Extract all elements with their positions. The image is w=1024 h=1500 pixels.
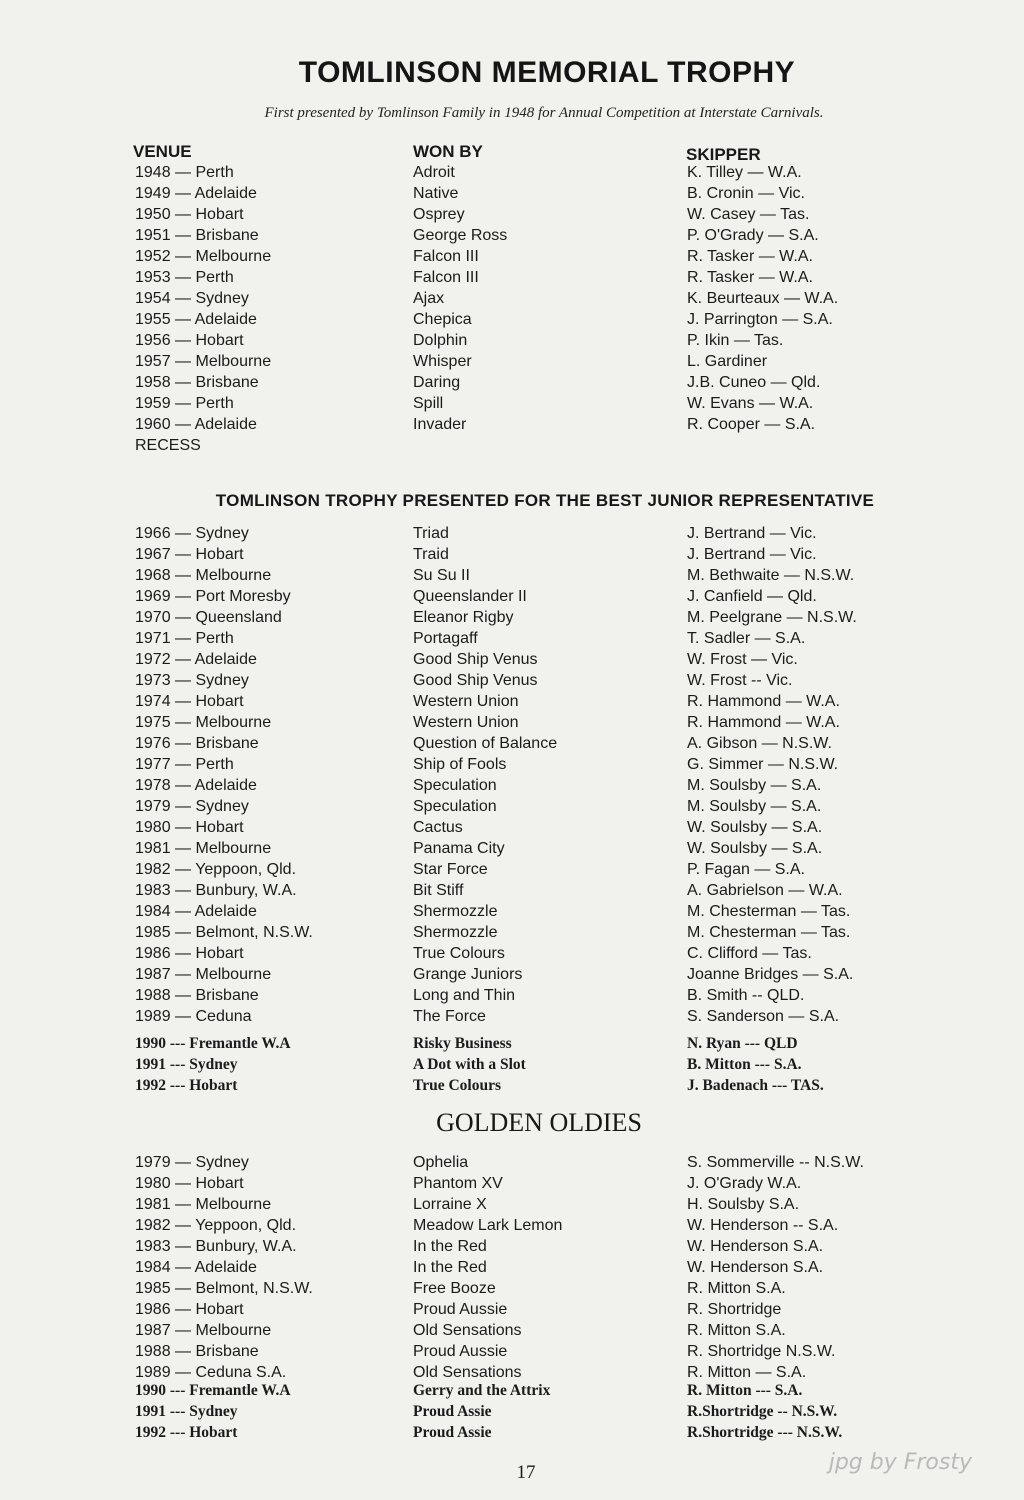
table-row — [0, 670, 1024, 691]
table-row — [0, 607, 1024, 628]
skipper-cell: H. Soulsby S.A. — [687, 1196, 800, 1213]
table-row — [0, 586, 1024, 607]
skipper-cell: K. Tilley — W.A. — [687, 164, 802, 181]
table-row — [0, 712, 1024, 733]
venue-cell: 1989 — Ceduna — [135, 1008, 252, 1025]
skipper-cell: T. Sadler — S.A. — [687, 630, 806, 647]
venue-cell: 1956 — Hobart — [135, 332, 244, 349]
table-row — [0, 901, 1024, 922]
table-row — [0, 733, 1024, 754]
recess-label: RECESS — [135, 437, 201, 454]
venue-cell: 1949 — Adelaide — [135, 185, 257, 202]
skipper-cell: R. Mitton S.A. — [687, 1322, 786, 1339]
table-row — [0, 754, 1024, 775]
watermark: jpg by Frosty — [828, 1450, 972, 1475]
skipper-cell: L. Gardiner — [687, 353, 768, 370]
skipper-cell: M. Peelgrane — N.S.W. — [687, 609, 857, 626]
skipper-cell: W. Soulsby — S.A. — [687, 819, 823, 836]
won-by-cell: Falcon III — [413, 248, 479, 265]
skipper-cell: R. Cooper — S.A. — [687, 416, 816, 433]
venue-cell: 1952 — Melbourne — [135, 248, 272, 265]
memorial-table — [0, 162, 1024, 435]
venue-cell: 1983 — Bunbury, W.A. — [135, 1238, 297, 1255]
skipper-cell: W. Frost — Vic. — [687, 651, 798, 668]
won-by-cell: In the Red — [413, 1238, 487, 1255]
skipper-cell: B. Cronin — Vic. — [687, 185, 805, 202]
venue-cell: 1953 — Perth — [135, 269, 234, 286]
table-row — [0, 1257, 1024, 1278]
skipper-cell: R. Mitton --- S.A. — [687, 1382, 803, 1399]
golden-oldies-title: GOLDEN OLDIES — [436, 1108, 642, 1137]
venue-cell: 1985 — Belmont, N.S.W. — [135, 1280, 313, 1297]
venue-cell: 1980 — Hobart — [135, 1175, 244, 1192]
won-by-cell: Triad — [413, 525, 449, 542]
won-by-cell: Dolphin — [413, 332, 468, 349]
table-row — [0, 880, 1024, 901]
skipper-cell: J. Badenach --- TAS. — [687, 1077, 824, 1094]
table-row — [0, 1152, 1024, 1173]
won-by-cell: Phantom XV — [413, 1175, 503, 1192]
skipper-cell: W. Frost -- Vic. — [687, 672, 793, 689]
venue-cell: 1988 — Brisbane — [135, 1343, 259, 1360]
header-won-by: WON BY — [413, 142, 483, 161]
table-row — [0, 943, 1024, 964]
table-row — [0, 330, 1024, 351]
won-by-cell: Spill — [413, 395, 444, 412]
table-row — [0, 544, 1024, 565]
venue-cell: 1948 — Perth — [135, 164, 234, 181]
venue-cell: 1981 — Melbourne — [135, 840, 272, 857]
won-by-cell: Daring — [413, 374, 461, 391]
skipper-cell: G. Simmer — N.S.W. — [687, 756, 839, 773]
won-by-cell: Proud Assie — [413, 1403, 492, 1420]
won-by-cell: Cactus — [413, 819, 463, 836]
junior-section-title: TOMLINSON TROPHY PRESENTED FOR THE BEST JUNIOR REPRESENTATIVE — [215, 491, 875, 510]
skipper-cell: W. Soulsby — S.A. — [687, 840, 823, 857]
table-row — [0, 922, 1024, 943]
venue-cell: 1973 — Sydney — [135, 672, 249, 689]
junior-table-1990s — [0, 1033, 1024, 1096]
venue-cell: 1992 --- Hobart — [135, 1077, 238, 1094]
venue-cell: 1958 — Brisbane — [135, 374, 259, 391]
venue-cell: 1992 --- Hobart — [135, 1424, 238, 1441]
won-by-cell: Good Ship Venus — [413, 651, 538, 668]
table-row — [0, 1075, 1024, 1096]
skipper-cell: M. Bethwaite — N.S.W. — [687, 567, 855, 584]
table-row — [0, 1033, 1024, 1054]
table-row — [0, 628, 1024, 649]
won-by-cell: Panama City — [413, 840, 505, 857]
table-row — [0, 817, 1024, 838]
won-by-cell: Old Sensations — [413, 1322, 522, 1339]
table-row — [0, 565, 1024, 586]
skipper-cell: J. Parrington — S.A. — [687, 311, 833, 328]
table-row — [0, 1341, 1024, 1362]
won-by-cell: Shermozzle — [413, 924, 498, 941]
venue-cell: 1982 — Yeppoon, Qld. — [135, 861, 297, 878]
golden-oldies-table-1990s — [0, 1380, 1024, 1443]
venue-cell: 1986 — Hobart — [135, 945, 244, 962]
table-row — [0, 1299, 1024, 1320]
table-row — [0, 1401, 1024, 1422]
skipper-cell: R. Shortridge — [687, 1301, 782, 1318]
table-row — [0, 393, 1024, 414]
won-by-cell: Gerry and the Attrix — [413, 1382, 551, 1399]
skipper-cell: B. Smith -- QLD. — [687, 987, 805, 1004]
won-by-cell: Invader — [413, 416, 467, 433]
table-row — [0, 1215, 1024, 1236]
skipper-cell: W. Casey — Tas. — [687, 206, 810, 223]
table-row — [0, 1278, 1024, 1299]
venue-cell: 1982 — Yeppoon, Qld. — [135, 1217, 297, 1234]
won-by-cell: Queenslander II — [413, 588, 527, 605]
won-by-cell: A Dot with a Slot — [413, 1056, 526, 1073]
skipper-cell: J. Bertrand — Vic. — [687, 525, 817, 542]
won-by-cell: Risky Business — [413, 1035, 512, 1052]
skipper-cell: P. O'Grady — S.A. — [687, 227, 819, 244]
won-by-cell: Ophelia — [413, 1154, 469, 1171]
venue-cell: 1954 — Sydney — [135, 290, 249, 307]
skipper-cell: S. Sommerville -- N.S.W. — [687, 1154, 864, 1171]
venue-cell: 1980 — Hobart — [135, 819, 244, 836]
skipper-cell: R. Tasker — W.A. — [687, 248, 813, 265]
page-title: TOMLINSON MEMORIAL TROPHY — [298, 56, 796, 89]
table-row — [0, 964, 1024, 985]
won-by-cell: Star Force — [413, 861, 488, 878]
skipper-cell: R. Mitton — S.A. — [687, 1364, 807, 1381]
skipper-cell: R. Tasker — W.A. — [687, 269, 813, 286]
skipper-cell: R. Hammond — W.A. — [687, 693, 840, 710]
venue-cell: 1987 — Melbourne — [135, 966, 272, 983]
venue-cell: 1991 --- Sydney — [135, 1056, 238, 1073]
skipper-cell: Joanne Bridges — S.A. — [687, 966, 854, 983]
venue-cell: 1959 — Perth — [135, 395, 234, 412]
table-row — [0, 183, 1024, 204]
venue-cell: 1972 — Adelaide — [135, 651, 257, 668]
won-by-cell: Bit Stiff — [413, 882, 464, 899]
table-row — [0, 162, 1024, 183]
table-row — [0, 204, 1024, 225]
table-row — [0, 414, 1024, 435]
skipper-cell: W. Henderson S.A. — [687, 1238, 824, 1255]
venue-cell: 1977 — Perth — [135, 756, 234, 773]
skipper-cell: J. O'Grady W.A. — [687, 1175, 802, 1192]
won-by-cell: Ajax — [413, 290, 445, 307]
venue-cell: 1950 — Hobart — [135, 206, 244, 223]
table-row — [0, 1380, 1024, 1401]
subtitle: First presented by Tomlinson Family in 1948 for Annual Competition at Interstate Carnivals. — [264, 105, 824, 121]
skipper-cell: N. Ryan --- QLD — [687, 1035, 798, 1052]
won-by-cell: Western Union — [413, 714, 519, 731]
won-by-cell: Western Union — [413, 693, 519, 710]
venue-cell: 1985 — Belmont, N.S.W. — [135, 924, 313, 941]
skipper-cell: R.Shortridge --- N.S.W. — [687, 1424, 843, 1441]
skipper-cell: R. Shortridge N.S.W. — [687, 1343, 836, 1360]
won-by-cell: Native — [413, 185, 459, 202]
skipper-cell: K. Beurteaux — W.A. — [687, 290, 839, 307]
skipper-cell: A. Gabrielson — W.A. — [687, 882, 843, 899]
skipper-cell: P. Fagan — S.A. — [687, 861, 805, 878]
header-venue: VENUE — [133, 142, 192, 161]
venue-cell: 1951 — Brisbane — [135, 227, 259, 244]
table-row — [0, 267, 1024, 288]
won-by-cell: Speculation — [413, 798, 497, 815]
skipper-cell: P. Ikin — Tas. — [687, 332, 784, 349]
won-by-cell: Question of Balance — [413, 735, 558, 752]
table-row — [0, 838, 1024, 859]
skipper-cell: B. Mitton --- S.A. — [687, 1056, 802, 1073]
venue-cell: 1990 --- Fremantle W.A — [135, 1382, 291, 1399]
venue-cell: 1989 — Ceduna S.A. — [135, 1364, 287, 1381]
skipper-cell: W. Evans — W.A. — [687, 395, 814, 412]
table-row — [0, 691, 1024, 712]
won-by-cell: True Colours — [413, 945, 505, 962]
venue-cell: 1974 — Hobart — [135, 693, 244, 710]
venue-cell: 1984 — Adelaide — [135, 903, 257, 920]
won-by-cell: Falcon III — [413, 269, 479, 286]
won-by-cell: Shermozzle — [413, 903, 498, 920]
won-by-cell: Old Sensations — [413, 1364, 522, 1381]
skipper-cell: C. Clifford — Tas. — [687, 945, 812, 962]
header-skipper: SKIPPER — [686, 145, 761, 164]
table-row — [0, 649, 1024, 670]
skipper-cell: A. Gibson — N.S.W. — [687, 735, 832, 752]
won-by-cell: Long and Thin — [413, 987, 516, 1004]
venue-cell: 1978 — Adelaide — [135, 777, 257, 794]
venue-cell: 1979 — Sydney — [135, 798, 249, 815]
venue-cell: 1975 — Melbourne — [135, 714, 272, 731]
table-row — [0, 1422, 1024, 1443]
venue-cell: 1966 — Sydney — [135, 525, 249, 542]
won-by-cell: Grange Juniors — [413, 966, 523, 983]
table-row — [0, 225, 1024, 246]
skipper-cell: W. Henderson -- S.A. — [687, 1217, 839, 1234]
venue-cell: 1960 — Adelaide — [135, 416, 257, 433]
table-row — [0, 372, 1024, 393]
venue-cell: 1957 — Melbourne — [135, 353, 272, 370]
table-row — [0, 246, 1024, 267]
skipper-cell: M. Chesterman — Tas. — [687, 924, 851, 941]
venue-cell: 1976 — Brisbane — [135, 735, 259, 752]
junior-table — [0, 523, 1024, 1027]
won-by-cell: Ship of Fools — [413, 756, 507, 773]
golden-oldies-table — [0, 1152, 1024, 1383]
table-row — [0, 775, 1024, 796]
table-row — [0, 1173, 1024, 1194]
venue-cell: 1990 --- Fremantle W.A — [135, 1035, 291, 1052]
page-number: 17 — [516, 1462, 536, 1483]
venue-cell: 1983 — Bunbury, W.A. — [135, 882, 297, 899]
won-by-cell: Meadow Lark Lemon — [413, 1217, 563, 1234]
table-row — [0, 1236, 1024, 1257]
won-by-cell: The Force — [413, 1008, 486, 1025]
table-row — [0, 1320, 1024, 1341]
skipper-cell: R.Shortridge -- N.S.W. — [687, 1403, 838, 1420]
won-by-cell: Lorraine X — [413, 1196, 487, 1213]
table-row — [0, 1194, 1024, 1215]
venue-cell: 1991 --- Sydney — [135, 1403, 238, 1420]
venue-cell: 1967 — Hobart — [135, 546, 244, 563]
venue-cell: 1969 — Port Moresby — [135, 588, 291, 605]
table-row — [0, 985, 1024, 1006]
skipper-cell: J. Canfield — Qld. — [687, 588, 817, 605]
won-by-cell: Proud Assie — [413, 1424, 492, 1441]
won-by-cell: Proud Aussie — [413, 1301, 508, 1318]
skipper-cell: W. Henderson S.A. — [687, 1259, 824, 1276]
won-by-cell: Whisper — [413, 353, 472, 370]
won-by-cell: Osprey — [413, 206, 465, 223]
skipper-cell: M. Soulsby — S.A. — [687, 798, 822, 815]
skipper-cell: J.B. Cuneo — Qld. — [687, 374, 821, 391]
table-row — [0, 351, 1024, 372]
venue-cell: 1971 — Perth — [135, 630, 234, 647]
skipper-cell: R. Hammond — W.A. — [687, 714, 840, 731]
skipper-cell: R. Mitton S.A. — [687, 1280, 786, 1297]
skipper-cell: J. Bertrand — Vic. — [687, 546, 817, 563]
won-by-cell: Traid — [413, 546, 449, 563]
venue-cell: 1955 — Adelaide — [135, 311, 257, 328]
table-row — [0, 1006, 1024, 1027]
venue-cell: 1984 — Adelaide — [135, 1259, 257, 1276]
won-by-cell: Eleanor Rigby — [413, 609, 514, 626]
table-row — [0, 859, 1024, 880]
venue-cell: 1968 — Melbourne — [135, 567, 272, 584]
venue-cell: 1988 — Brisbane — [135, 987, 259, 1004]
won-by-cell: Good Ship Venus — [413, 672, 538, 689]
won-by-cell: Chepica — [413, 311, 472, 328]
venue-cell: 1987 — Melbourne — [135, 1322, 272, 1339]
won-by-cell: Adroit — [413, 164, 455, 181]
skipper-cell: M. Chesterman — Tas. — [687, 903, 851, 920]
table-row — [0, 796, 1024, 817]
table-row — [0, 309, 1024, 330]
venue-cell: 1970 — Queensland — [135, 609, 282, 626]
table-row — [0, 288, 1024, 309]
won-by-cell: Su Su II — [413, 567, 470, 584]
venue-cell: 1986 — Hobart — [135, 1301, 244, 1318]
won-by-cell: Free Booze — [413, 1280, 496, 1297]
table-row — [0, 523, 1024, 544]
won-by-cell: George Ross — [413, 227, 508, 244]
venue-cell: 1981 — Melbourne — [135, 1196, 272, 1213]
venue-cell: 1979 — Sydney — [135, 1154, 249, 1171]
won-by-cell: Speculation — [413, 777, 497, 794]
skipper-cell: M. Soulsby — S.A. — [687, 777, 822, 794]
table-row — [0, 1054, 1024, 1075]
won-by-cell: Portagaff — [413, 630, 478, 647]
won-by-cell: Proud Aussie — [413, 1343, 508, 1360]
won-by-cell: True Colours — [413, 1077, 501, 1094]
won-by-cell: In the Red — [413, 1259, 487, 1276]
skipper-cell: S. Sanderson — S.A. — [687, 1008, 840, 1025]
